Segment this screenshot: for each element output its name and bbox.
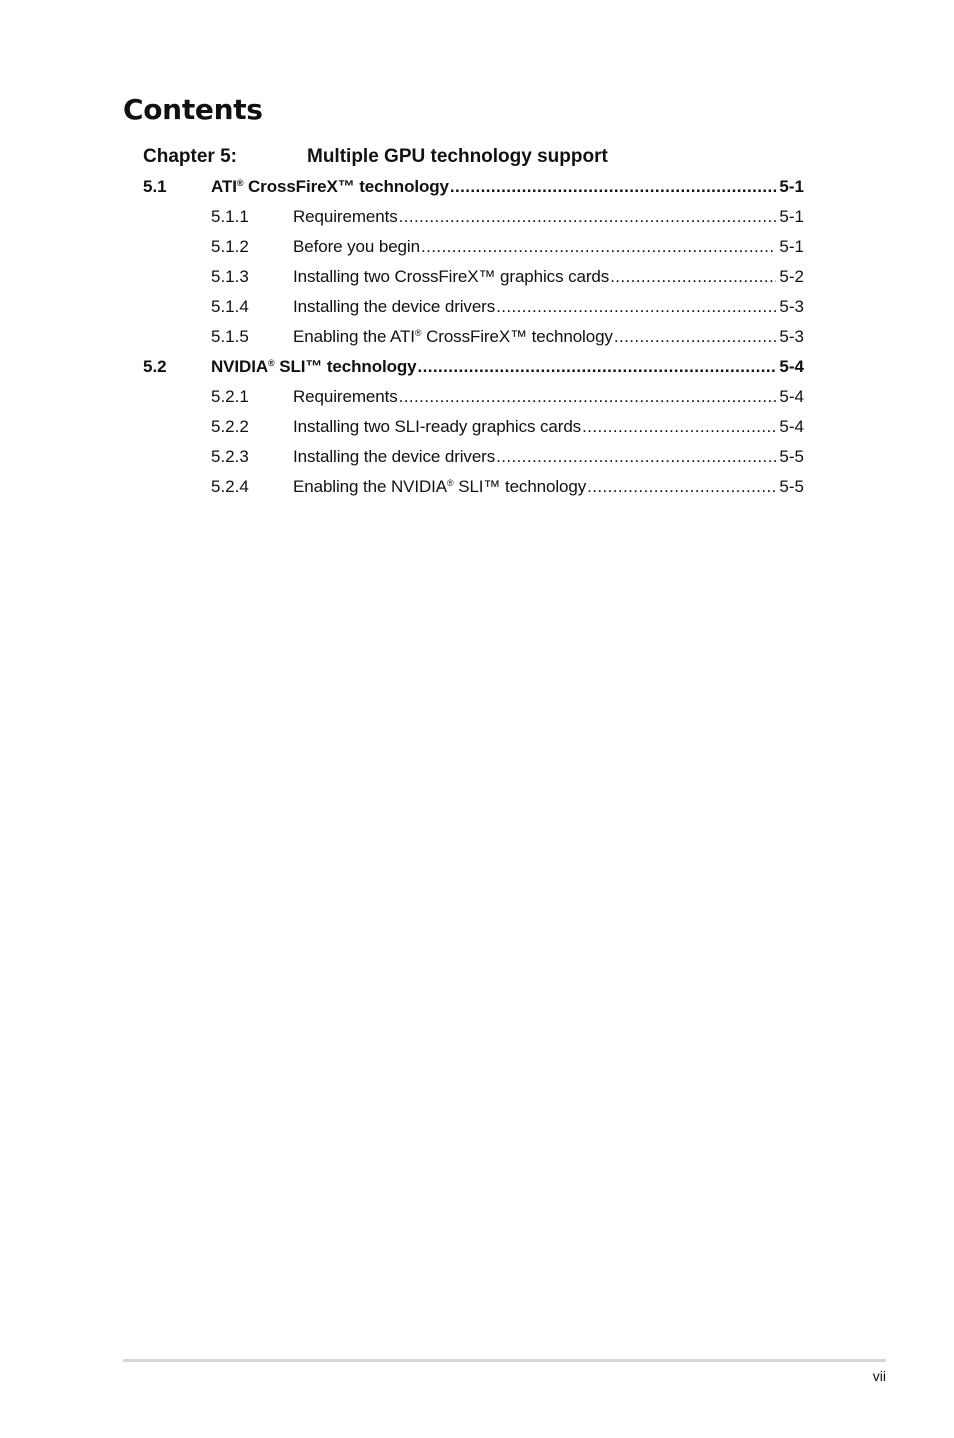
- toc-entry-number: 5.1.4: [211, 297, 249, 316]
- toc-entry-title-text: SLI™ technology: [274, 357, 417, 376]
- toc-section-row[interactable]: [143, 352, 804, 382]
- registered-mark: ®: [447, 478, 454, 488]
- toc-entry: [293, 382, 804, 412]
- toc-entry: [293, 202, 804, 232]
- toc-subsection-row[interactable]: [143, 262, 804, 292]
- toc-entry-title-text: Enabling the ATI: [293, 327, 415, 346]
- toc-subsection-row[interactable]: [143, 382, 804, 412]
- toc-subsection-row[interactable]: [143, 322, 804, 352]
- dot-leader: [614, 322, 777, 352]
- registered-mark: ®: [268, 358, 275, 368]
- toc-entry-title-text: Installing the device drivers: [293, 297, 496, 316]
- dot-leader: [582, 412, 776, 442]
- page-number: vii: [872, 1368, 886, 1384]
- toc-entry-title-text: Requirements: [293, 387, 398, 406]
- toc-entry-title-text: NVIDIA: [211, 357, 269, 376]
- toc-entry-number: 5.1.5: [211, 327, 249, 346]
- toc-entry-title: [293, 262, 609, 292]
- toc-entry-number: 5.2: [143, 357, 167, 376]
- toc-entry-title: [211, 352, 417, 382]
- toc-entry: [211, 352, 804, 382]
- toc-entry-title: [293, 202, 398, 232]
- toc-entry-number: 5.2.2: [211, 417, 249, 436]
- page-title: Contents: [123, 93, 263, 126]
- toc-entry: [293, 262, 804, 292]
- dot-leader: [399, 382, 777, 412]
- toc-entry-number: 5.1.1: [211, 207, 249, 226]
- toc-entry-title-text: Requirements: [293, 207, 398, 226]
- toc-page-number: 5-3: [779, 327, 804, 346]
- toc-entry-title: [293, 412, 581, 442]
- toc-page-number: 5-2: [779, 267, 804, 286]
- toc-page-number: 5-1: [779, 237, 804, 256]
- dot-leader: [587, 472, 776, 502]
- chapter-heading: [143, 144, 843, 170]
- toc-entry-title-text: Before you begin: [293, 237, 420, 256]
- toc-page-number: 5-4: [779, 417, 804, 436]
- dot-leader: [399, 202, 777, 232]
- toc-page-number: 5-3: [779, 297, 804, 316]
- toc-subsection-row[interactable]: [143, 292, 804, 322]
- toc-entry-number: 5.2.4: [211, 477, 249, 496]
- toc-entry-title: [293, 232, 420, 262]
- toc-entry-title-text: CrossFireX™ technology: [243, 177, 449, 196]
- toc-subsection-row[interactable]: [143, 442, 804, 472]
- toc-entry-number: 5.2.1: [211, 387, 249, 406]
- toc-entry: [211, 172, 804, 202]
- toc-subsection-row[interactable]: [143, 412, 804, 442]
- toc-entry: [293, 292, 804, 322]
- toc-entry-title-text: Installing two SLI-ready graphics cards: [293, 417, 582, 436]
- toc-entry-title-text: ATI: [211, 177, 237, 196]
- toc-entry-title: [293, 472, 586, 502]
- toc-page-number: 5-1: [779, 207, 804, 226]
- toc-entry-title-text: SLI™ technology: [453, 477, 587, 496]
- toc-subsection-row[interactable]: [143, 472, 804, 502]
- toc-entry: [293, 322, 804, 352]
- toc-entry-title-text: Installing two CrossFireX™ graphics cards: [293, 267, 610, 286]
- toc-entry-number: 5.1.3: [211, 267, 249, 286]
- toc-entry-title-text: Installing the device drivers: [293, 447, 496, 466]
- toc-section-row[interactable]: [143, 172, 804, 202]
- toc-entry: [293, 412, 804, 442]
- toc-entry-title-text: CrossFireX™ technology: [421, 327, 613, 346]
- toc-page-number: 5-4: [779, 387, 804, 406]
- registered-mark: ®: [236, 178, 244, 188]
- toc-entry: [293, 232, 804, 262]
- toc-entry-title: [293, 292, 495, 322]
- toc-entry-title: [293, 322, 613, 352]
- toc-entry-title-text: Enabling the NVIDIA: [293, 477, 448, 496]
- dot-leader: [496, 292, 776, 322]
- dot-leader: [421, 232, 776, 262]
- chapter-title: Multiple GPU technology support: [307, 146, 608, 167]
- toc-entry: [293, 472, 804, 502]
- toc-page-number: 5-1: [779, 177, 804, 196]
- toc-entry-number: 5.1: [143, 177, 167, 196]
- toc-entry: [293, 442, 804, 472]
- toc-subsection-row[interactable]: [143, 202, 804, 232]
- chapter-label: Chapter 5:: [143, 146, 237, 167]
- toc-entry-title: [211, 172, 449, 202]
- toc-entry-number: 5.2.3: [211, 447, 249, 466]
- toc-entry-title: [293, 442, 495, 472]
- dot-leader: [496, 442, 776, 472]
- registered-mark: ®: [414, 328, 422, 338]
- footer-divider: [123, 1359, 886, 1362]
- toc-entry-title: [293, 382, 398, 412]
- toc-page-number: 5-5: [779, 447, 804, 466]
- toc-page-number: 5-4: [779, 357, 804, 376]
- toc-page-number: 5-5: [779, 477, 804, 496]
- toc-entry-number: 5.1.2: [211, 237, 249, 256]
- dot-leader: [610, 262, 776, 292]
- dot-leader: [450, 172, 777, 202]
- toc-subsection-row[interactable]: [143, 232, 804, 262]
- dot-leader: [418, 352, 777, 382]
